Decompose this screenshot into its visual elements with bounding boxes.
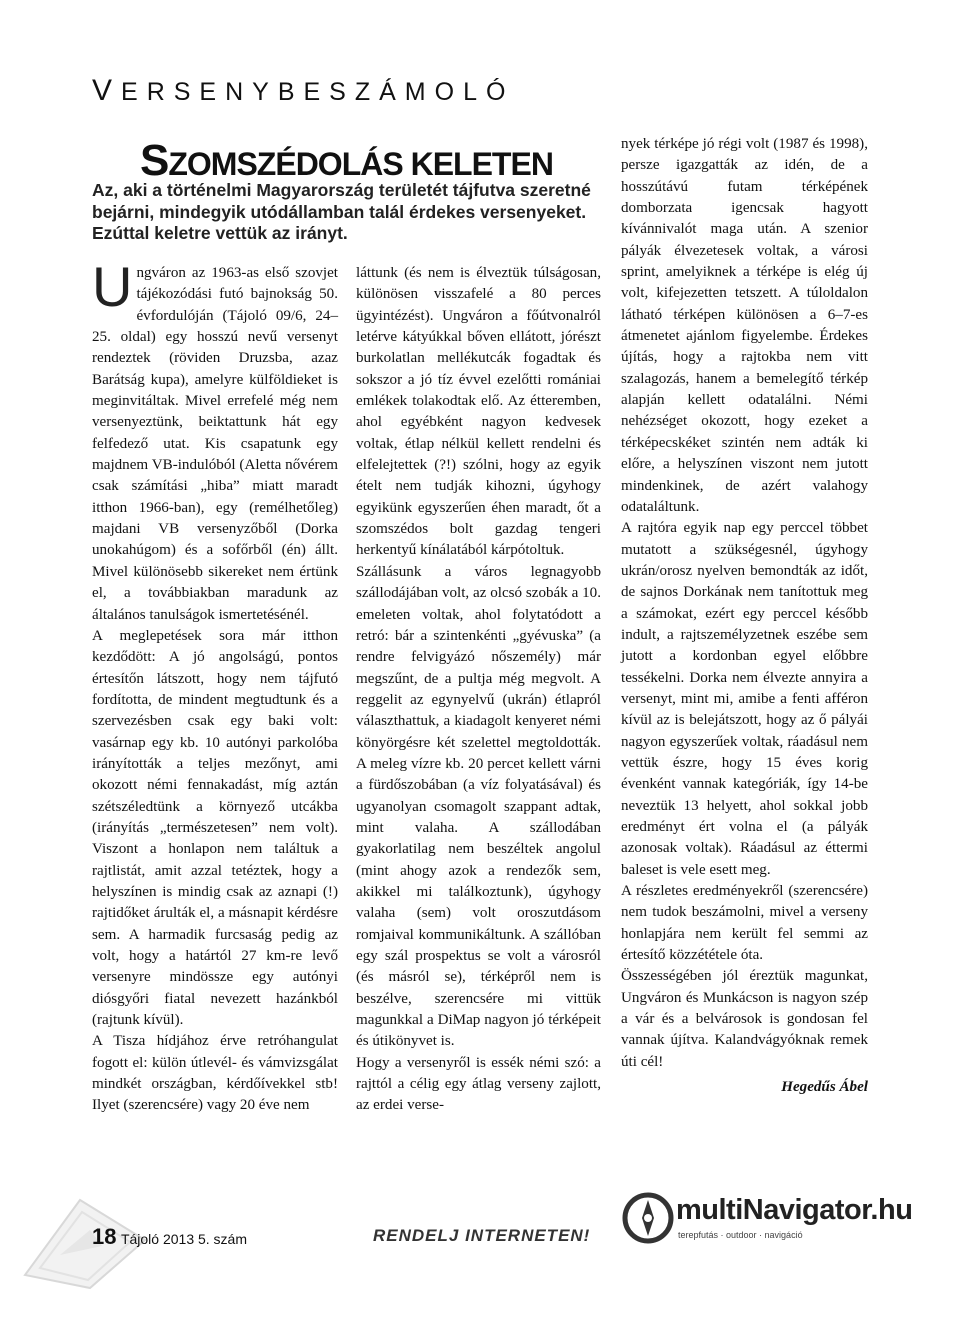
section-header: VERSENYBESZÁMOLÓ: [92, 74, 515, 107]
publication-info: Tájoló 2013 5. szám: [120, 1231, 248, 1247]
paragraph: Összességében jól éreztük magunkat, Ungváron és Munkácson is nagyon szép a vár és a belvárosok is gondosan fel vannak újítva. Kalandvágyóknak remek úti cél!: [621, 968, 868, 1070]
article-title: SZOMSZÉDOLÁS KELETEN: [140, 136, 553, 185]
article-column-2: [356, 263, 601, 1117]
paragraph: A részletes eredményekről (szerencsére) nem tudok beszámolni, mivel a verseny honlapjára nem került fel semmi az értesítő közzététele óta.: [621, 883, 868, 964]
paragraph: láttunk (és nem is élveztük túlságosan, különösen visszafelé a 80 perces ügyintézést). Ungváron a főútvonalról letérve kátyúkkal bőven ellátott, jórészt burkolatlan mellékutcák fogadtak és sokszor a jó tíz évvel ezelőtti romániai emlékek tolakodtak elő. Az étteremben, ahol egyébként nagyon kedvesek voltak, étlap nélkül kellett rendelni és elfelejtettek (?!) szólni, hogy az egyik ételt nem tudják kihozni, úgyhogy egyikünk egyszerűen éhen maradt, őt a szomszédos bolt gazdag tengeri herkentyű kínálatából kárpótoltuk.: [356, 265, 601, 559]
paragraph: Szállásunk a város legnagyobb szállodájában volt, az olcsó szobák a 10. emeleten voltak, ahol folytatódott a retró: bár a szintenkénti „gyévuska” (a rendre felvigyázó nőszemély) már megszűnt, de a pultja még megvolt. A reggelit az egynyelvű (ukrán) étlapról választhattuk, a kiadagolt kenyeret némi könyörgésre két szelettel megtoldották. A meleg vízre kb. 20 percet kellett várni a fürdőszobában (a víz folyatásával) és ugyanolyan csomagolt szappant adtak, mint valaha. A szállodában gyakorlatilag nem beszéltek angolul (mint ahogy azok a rendezők sem, akikkel mi találkoztunk), úgyhogy valaha (sem) volt oroszutdásom romjaival kommunikáltunk. A szállóban egy szál prospektus se volt a városról (és másról se), térképről nem is beszélve, szerencsére mi vittük magunkkal a DiMap nagyon jó térképeit és útikönyvet is.: [356, 563, 601, 1050]
page-number: 18: [92, 1224, 117, 1249]
paragraph: A Tisza hídjához érve retróhangulat fogott el: külön útlevél- és vámvizsgálat mindkét országban, kérdőívekkel stb! Ilyet (szerencsére) vagy 20 éve nem: [92, 1033, 338, 1114]
logo-name: multiNavigator.hu: [676, 1194, 913, 1226]
page-footer: [92, 1224, 247, 1250]
paragraph: nyek térképe jó régi volt (1987 és 1998), persze igazgatták az idén, de a hosszútávú futam térképének domborzata igencsak hagyott kívánnivalót maga után. A szenior pályák élvezetesek voltak, a városi sprint, amelyiknek a térképe is elég új volt, kifejezetten tetszett. A túloldalon látható térképen különösen a 6–7-es átmenetet ajánlom figyelembe. Érdekes újítás, hogy a rajtokba nem vitt szalagozás, hanem a bemelegítő térkép alapján kellett odatalálni. Némi nehézséget okozott, hogy ezeket a térképecskéket szintén nem adták ki előre, a helyszínen viszont nem jutott mindenkinek, de azért valahogy odataláltunk.: [621, 136, 868, 515]
navigator-compass-icon: [622, 1192, 674, 1244]
paragraph: Hogy a versenyről is essék némi szó: a rajttól a célig egy átlag verseny zajlott, az erdei verse-: [356, 1054, 601, 1114]
multinavigator-logo[interactable]: [622, 1188, 913, 1248]
article-column-1: [92, 255, 338, 1117]
dropcap: U: [92, 255, 133, 318]
paragraph: Ungváron az 1963-as első szovjet tájékozódási futó bajnokság 50. évfordulóján (Tájoló 09/6, 24–25. oldal) egy hosszú nevű versenyt rendeztek (röviden Druzsba, azaz Barátság kupa), amelyre külföldieket is meginvitáltak. Mivel errefelé még nem versenyeztünk, beiktattunk hát egy felfedező utat. Kis csapatunk egy majdnem VB-indulóból (Aletta nővérem csak számítási „hiba” miatt maradt itthon 1966-ban), egy (remélhetőleg) majdani VB versenyzőből (Dorka unokahúgom) és a sofőrből (én) állt. Mivel különösebb sikereket nem értünk el, a továbbiakban maradunk az általános tanulságok ismertetésénél.: [92, 255, 338, 623]
article-lead: Az, aki a történelmi Magyarország területét tájfutva szeretné bejárni, mindegyik utódállamban talál érdekes versenyeket. Ezúttal keletre vettük az irányt.: [92, 180, 591, 243]
paragraph: A rajtóra egyik nap egy perccel többet mutatott a szükségesnél, úgyhogy ukrán/orosz nyelven bemondták az időt, de sajnos Dorkának nem tanítottuk meg a számokat, ezért egy perccel később indult, a rajtszemélyzetnek eszébe sem jutott a kordonban egyel előbbre tessékelni. Dorka nem élvezte annyira a versenyt, mint mi, amibe a fenti afféron kívül az is belejátszott, hogy az ő pályái nagyon egyszerűek voltak, ráadásul nem vettük észre, hogy 15 éves korig évenként vannak kategóriák, így 14-be neveztük 13 helyett, ahol sokkal jobb eredményt ért volna el (a pályák azonosak voltak). Ráadásul az éttermi baleset is vele esett meg.: [621, 520, 868, 878]
author-byline: Hegedűs Ábel: [781, 1079, 868, 1096]
article-column-3: [621, 134, 868, 1098]
paragraph: A meglepetések sora már itthon kezdődött: A jó angolságú, pontos értesítőn látszott, hogy nem tájfutó fordította, de mindent megtudtunk és a szervezésben csak egy baki volt: vasárnap egy kb. 10 autónyi parkolóba irányították a teljes mezőnyt, ami okozott némi fennakadást, míg aztán szétszéledtünk a környező utcákba (irányítás „természetesen” nem volt). Viszont a honlapon nem találtuk a rajtlistát, amit azzal tetéztek, hogy a helyszínen is mindig csak az aznapi (!) rajtidőket árulták el, a másnapit kérdésre sem. A harmadik furcsaság pedig az volt, hogy a határtól 27 km-re levő versenyre mindössze egy autónyi diósgyőri fiatal nevezett hazánkból (rajtunk kívül).: [92, 627, 338, 1029]
ad-slogan[interactable]: RENDELJ INTERNETEN!: [373, 1226, 591, 1245]
logo-tagline: terepfutás · outdoor · navigáció: [678, 1230, 803, 1240]
